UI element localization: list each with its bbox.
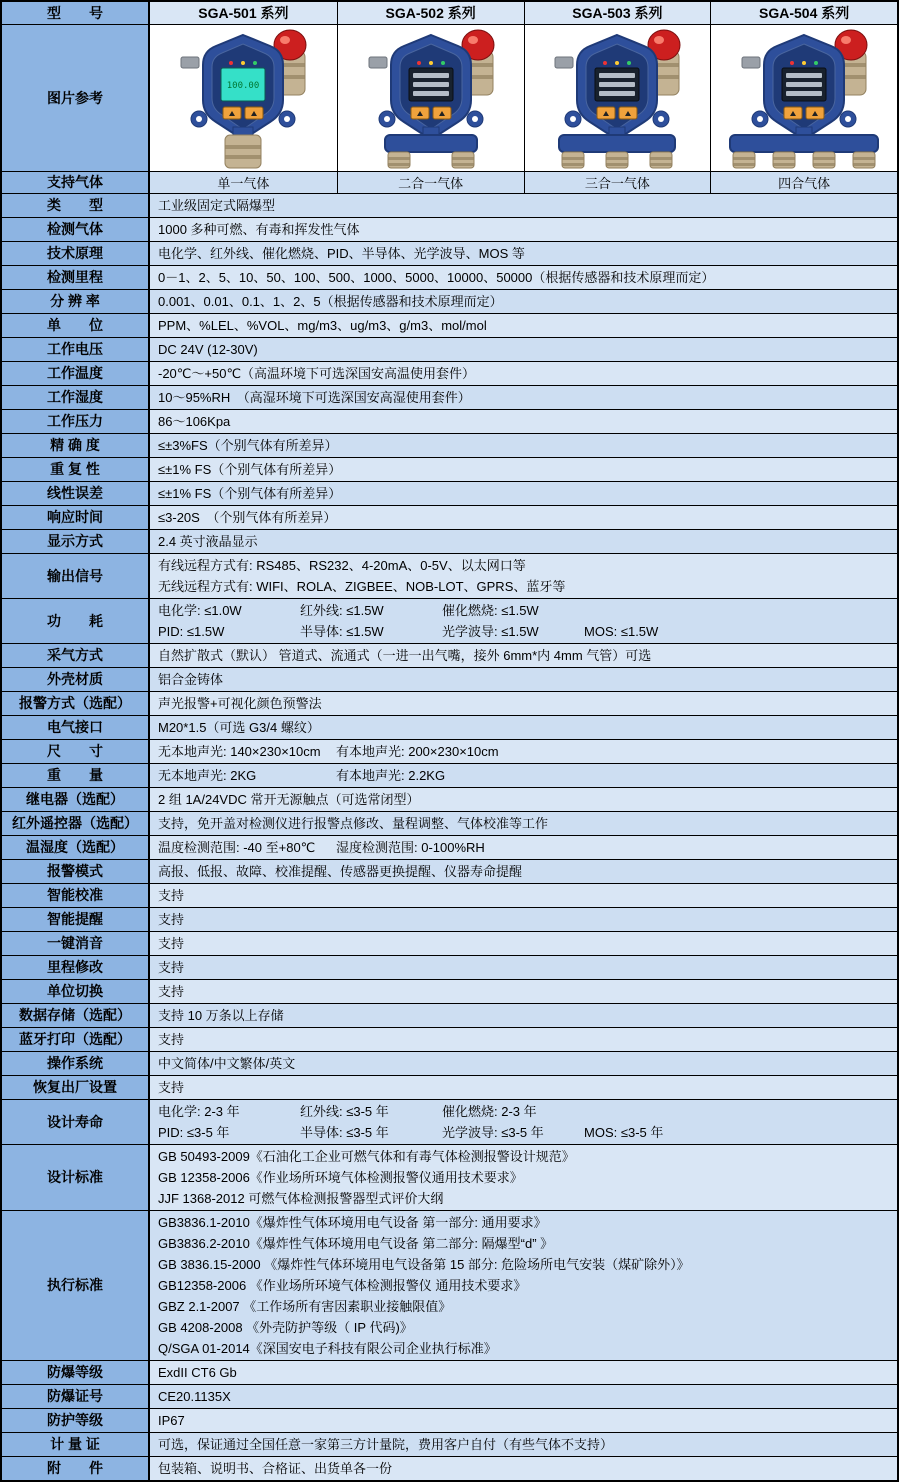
spec-value-text: GB12358-2006 《作业场所环境气体检测报警仪 通用技术要求》 [158, 1278, 527, 1293]
device-photo-sga-503 [524, 25, 711, 171]
spec-row [2, 482, 897, 506]
supported-gas-row [2, 172, 897, 194]
spec-value-text: ExdII CT6 Gb [158, 1365, 237, 1380]
spec-row [2, 1409, 897, 1433]
spec-value-line [158, 933, 893, 954]
spec-row [2, 266, 897, 290]
spec-label: 工作温度 [2, 362, 150, 385]
gas-detector-device-icon [153, 25, 333, 171]
spec-value [150, 692, 897, 715]
gas-detector-device-icon [714, 25, 894, 171]
spec-label: 线性误差 [2, 482, 150, 505]
spec-row [2, 836, 897, 860]
spec-label: 尺 寸 [2, 740, 150, 763]
spec-value-text: 无线远程方式有: WIFI、ROLA、ZIGBEE、NOB-LOT、GPRS、蓝牙等 [158, 579, 566, 594]
spec-value-line [158, 600, 893, 621]
spec-value [150, 1433, 897, 1456]
spec-value [150, 482, 897, 505]
image-reference-row [2, 25, 897, 172]
spec-row [2, 1361, 897, 1385]
spec-value-text: 支持 [158, 936, 185, 951]
spec-value-line [158, 1362, 893, 1383]
spec-row [2, 884, 897, 908]
spec-row [2, 860, 897, 884]
spec-row [2, 1100, 897, 1145]
spec-label: 里程修改 [2, 956, 150, 979]
spec-value-text: PID: ≤3-5 年 [158, 1125, 230, 1140]
spec-value-text: 支持 [158, 960, 185, 975]
spec-label: 响应时间 [2, 506, 150, 529]
spec-value [150, 956, 897, 979]
spec-value-line [158, 291, 893, 312]
spec-label: 一键消音 [2, 932, 150, 955]
spec-value-text: 支持 [158, 888, 185, 903]
spec-value-line [158, 1167, 893, 1188]
spec-value-line [158, 717, 893, 738]
spec-value [150, 812, 897, 835]
spec-label: 工作电压 [2, 338, 150, 361]
spec-value [150, 314, 897, 337]
spec-row [2, 644, 897, 668]
spec-value-text: 半导体: ≤1.5W [300, 624, 384, 639]
spec-value [150, 338, 897, 361]
spec-value [150, 980, 897, 1003]
spec-value-text: MOS: ≤1.5W [584, 624, 659, 639]
spec-value-line [158, 1338, 893, 1359]
spec-label: 采气方式 [2, 644, 150, 667]
spec-value-line [158, 1122, 893, 1143]
spec-value-text: 红外线: ≤1.5W [300, 603, 384, 618]
spec-value-line [158, 1296, 893, 1317]
spec-value-line [158, 885, 893, 906]
spec-row [2, 1004, 897, 1028]
spec-row [2, 764, 897, 788]
spec-value-line [158, 1254, 893, 1275]
image-row-label: 图片参考 [2, 25, 150, 171]
spec-label: 显示方式 [2, 530, 150, 553]
spec-row [2, 908, 897, 932]
device-photo-sga-504 [710, 25, 897, 171]
spec-label: 计 量 证 [2, 1433, 150, 1456]
device-photo-sga-502 [337, 25, 524, 171]
spec-label: 检测里程 [2, 266, 150, 289]
spec-value-text: 支持，免开盖对检测仪进行报警点修改、量程调整、气体校准等工作 [158, 816, 549, 831]
spec-value-text: 10～95%RH （高湿环境下可选深国安高湿使用套件） [158, 390, 471, 405]
spec-rows-container [2, 194, 897, 1480]
spec-value-line [158, 909, 893, 930]
spec-value-text: -20℃～+50℃（高温环境下可选深国安高温使用套件） [158, 366, 476, 381]
spec-value-line [158, 555, 893, 576]
spec-value-text: JJF 1368-2012 可燃气体检测报警器型式评价大纲 [158, 1191, 444, 1206]
spec-value-line [158, 1077, 893, 1098]
spec-label: 精 确 度 [2, 434, 150, 457]
spec-row [2, 956, 897, 980]
spec-row [2, 410, 897, 434]
spec-value-text: 支持 [158, 1032, 185, 1047]
spec-value-text: 电化学: ≤1.0W [158, 603, 242, 618]
spec-value-line [158, 507, 893, 528]
spec-label: 蓝牙打印（选配） [2, 1028, 150, 1051]
spec-row [2, 386, 897, 410]
spec-value-text: 支持 [158, 912, 185, 927]
spec-value-text: 光学波导: ≤1.5W [442, 624, 539, 639]
spec-value-text: ≤±1% FS（个别气体有所差异） [158, 486, 342, 501]
spec-value-text: 催化燃烧: ≤1.5W [442, 603, 539, 618]
spec-label: 防爆证号 [2, 1385, 150, 1408]
spec-value-text: 支持 [158, 984, 185, 999]
model-header-row [2, 2, 897, 25]
spec-row [2, 554, 897, 599]
spec-row [2, 242, 897, 266]
spec-value-line [158, 741, 893, 762]
spec-value-line [158, 195, 893, 216]
spec-label: 类 型 [2, 194, 150, 217]
model-header-1: SGA-501 系列 [150, 2, 337, 24]
spec-value-line [158, 693, 893, 714]
svg-text:100.00: 100.00 [227, 80, 260, 91]
spec-value-line [158, 339, 893, 360]
spec-value-line [158, 411, 893, 432]
spec-value-line [158, 1212, 893, 1233]
spec-label: 红外遥控器（选配） [2, 812, 150, 835]
spec-value-text: 86～106Kpa [158, 414, 231, 429]
spec-value [150, 410, 897, 433]
spec-label: 数据存储（选配） [2, 1004, 150, 1027]
spec-label: 检测气体 [2, 218, 150, 241]
spec-value-text: 有本地声光: 200×230×10cm [336, 744, 499, 759]
spec-label: 继电器（选配） [2, 788, 150, 811]
spec-value-line [158, 1005, 893, 1026]
spec-value [150, 1076, 897, 1099]
spec-label: 报警模式 [2, 860, 150, 883]
spec-value-text: Q/SGA 01-2014《深国安电子科技有限公司企业执行标准》 [158, 1341, 497, 1356]
spec-value-text: GB3836.2-2010《爆炸性气体环境用电气设备 第二部分: 隔爆型“d” 》 [158, 1236, 554, 1251]
spec-value [150, 218, 897, 241]
spec-label: 防护等级 [2, 1409, 150, 1432]
spec-row [2, 458, 897, 482]
spec-value-line [158, 1233, 893, 1254]
spec-value-text: 催化燃烧: 2-3 年 [442, 1104, 537, 1119]
spec-value [150, 506, 897, 529]
spec-value-text: 有本地声光: 2.2KG [336, 768, 446, 783]
spec-value [150, 1145, 897, 1210]
spec-value [150, 716, 897, 739]
spec-value-text: PID: ≤1.5W [158, 624, 225, 639]
spec-value-text: GB 50493-2009《石油化工企业可燃气体和有毒气体检测报警设计规范》 [158, 1149, 575, 1164]
spec-label: 单位切换 [2, 980, 150, 1003]
spec-row [2, 338, 897, 362]
spec-value-text: ≤±1% FS（个别气体有所差异） [158, 462, 342, 477]
spec-value-line [158, 459, 893, 480]
spec-value [150, 764, 897, 787]
spec-value-line [158, 1188, 893, 1209]
spec-row [2, 599, 897, 644]
spec-value-line [158, 267, 893, 288]
spec-row [2, 290, 897, 314]
spec-row [2, 1457, 897, 1480]
spec-value-text: GB 3836.15-2000 《爆炸性气体环境用电气设备第 15 部分: 危险场所电气安装（煤矿除外）》 [158, 1257, 690, 1272]
spec-value [150, 458, 897, 481]
spec-row [2, 1145, 897, 1211]
spec-value-text: 自然扩散式（默认） 管道式、流通式（一进一出气嘴，接外 6mm*内 4mm 气管）可选 [158, 648, 652, 663]
spec-value-line [158, 1053, 893, 1074]
spec-value [150, 1004, 897, 1027]
spec-value-line [158, 1410, 893, 1431]
spec-value-text: GB 4208-2008 《外壳防护等级（ IP 代码)》 [158, 1320, 413, 1335]
spec-value-text: 支持 10 万条以上存储 [158, 1008, 284, 1023]
spec-label: 附 件 [2, 1457, 150, 1480]
spec-value [150, 908, 897, 931]
spec-row [2, 506, 897, 530]
spec-value-text: IP67 [158, 1413, 185, 1428]
spec-value-line [158, 981, 893, 1002]
spec-label: 执行标准 [2, 1211, 150, 1360]
spec-value [150, 1457, 897, 1480]
spec-value [150, 362, 897, 385]
spec-value [150, 242, 897, 265]
supported-gas-value-4: 四合气体 [710, 172, 897, 193]
spec-row [2, 218, 897, 242]
spec-value-text: 半导体: ≤3-5 年 [300, 1125, 389, 1140]
spec-value [150, 1028, 897, 1051]
spec-row [2, 692, 897, 716]
spec-row [2, 1076, 897, 1100]
spec-label: 重 复 性 [2, 458, 150, 481]
spec-value-text: 湿度检测范围: 0-100%RH [336, 840, 485, 855]
spec-value [150, 266, 897, 289]
spec-row [2, 668, 897, 692]
spec-value [150, 386, 897, 409]
spec-label: 温湿度（选配） [2, 836, 150, 859]
spec-value-line [158, 483, 893, 504]
gas-row-label: 支持气体 [2, 172, 150, 193]
spec-value-text: 可选，保证通过全国任意一家第三方计量院，费用客户自付（有些气体不支持） [158, 1437, 614, 1452]
spec-value-line [158, 1101, 893, 1122]
spec-value [150, 884, 897, 907]
spec-label: 防爆等级 [2, 1361, 150, 1384]
spec-value-line [158, 789, 893, 810]
spec-value-line [158, 1458, 893, 1479]
spec-value-line [158, 957, 893, 978]
spec-value-line [158, 669, 893, 690]
spec-value [150, 1052, 897, 1075]
spec-label: 重 量 [2, 764, 150, 787]
spec-value-line [158, 1317, 893, 1338]
spec-value-line [158, 813, 893, 834]
gas-detector-device-icon [527, 25, 707, 171]
spec-value [150, 530, 897, 553]
spec-value-text: GB 12358-2006《作业场所环境气体检测报警仪通用技术要求》 [158, 1170, 523, 1185]
spec-value-line [158, 861, 893, 882]
spec-value-text: 2.4 英寸液晶显示 [158, 534, 258, 549]
spec-label: 单 位 [2, 314, 150, 337]
supported-gas-value-3: 三合一气体 [524, 172, 711, 193]
spec-value-text: 温度检测范围: -40 至+80℃ [158, 840, 316, 855]
spec-value-line [158, 837, 893, 858]
spec-value [150, 599, 897, 643]
model-header-label: 型 号 [2, 2, 150, 24]
spec-row [2, 434, 897, 458]
spec-value-text: 高报、低报、故障、校准提醒、传感器更换提醒、仪器寿命提醒 [158, 864, 523, 879]
spec-value-text: 支持 [158, 1080, 185, 1095]
spec-row [2, 530, 897, 554]
spec-row [2, 1211, 897, 1361]
spec-row [2, 740, 897, 764]
spec-value-line [158, 387, 893, 408]
spec-value-text: MOS: ≤3-5 年 [584, 1125, 664, 1140]
spec-value-line [158, 219, 893, 240]
spec-value [150, 194, 897, 217]
spec-label: 外壳材质 [2, 668, 150, 691]
spec-value-line [158, 243, 893, 264]
spec-row [2, 1052, 897, 1076]
spec-row [2, 980, 897, 1004]
spec-value-text: ≤±3%FS（个别气体有所差异） [158, 438, 338, 453]
spec-value-text: PPM、%LEL、%VOL、mg/m3、ug/m3、g/m3、mol/mol [158, 318, 487, 333]
spec-label: 报警方式（选配） [2, 692, 150, 715]
spec-value-text: ≤3-20S （个别气体有所差异） [158, 510, 337, 525]
spec-value-text: 2 组 1A/24VDC 常开无源触点（可选常闭型） [158, 792, 420, 807]
spec-value-text: 工业级固定式隔爆型 [158, 198, 276, 213]
spec-label: 智能提醒 [2, 908, 150, 931]
spec-value [150, 860, 897, 883]
model-header-4: SGA-504 系列 [710, 2, 897, 24]
spec-value-text: 中文简体/中文繁体/英文 [158, 1056, 296, 1071]
spec-value-text: GBZ 2.1-2007 《工作场所有害因素职业接触限值》 [158, 1299, 452, 1314]
spec-value-text: GB3836.1-2010《爆炸性气体环境用电气设备 第一部分: 通用要求》 [158, 1215, 547, 1230]
model-header-2: SGA-502 系列 [337, 2, 524, 24]
spec-row [2, 932, 897, 956]
spec-value-text: 光学波导: ≤3-5 年 [442, 1125, 544, 1140]
spec-label: 设计寿命 [2, 1100, 150, 1144]
supported-gas-value-2: 二合一气体 [337, 172, 524, 193]
spec-label: 电气接口 [2, 716, 150, 739]
spec-value-line [158, 363, 893, 384]
spec-value-text: 有线远程方式有: RS485、RS232、4-20mA、0-5V、以太网口等 [158, 558, 526, 573]
spec-row [2, 1385, 897, 1409]
spec-label: 输出信号 [2, 554, 150, 598]
spec-value [150, 644, 897, 667]
spec-value [150, 1361, 897, 1384]
spec-row [2, 314, 897, 338]
spec-value-text: 0.001、0.01、0.1、1、2、5（根据传感器和技术原理而定） [158, 294, 503, 309]
spec-row [2, 812, 897, 836]
spec-value [150, 836, 897, 859]
spec-value-text: 包装箱、说明书、合格证、出货单各一份 [158, 1461, 393, 1476]
spec-value-line [158, 1146, 893, 1167]
spec-label: 分 辨 率 [2, 290, 150, 313]
spec-value-line [158, 531, 893, 552]
spec-label: 功 耗 [2, 599, 150, 643]
spec-row [2, 788, 897, 812]
spec-value-text: 红外线: ≤3-5 年 [300, 1104, 389, 1119]
spec-value-text: 声光报警+可视化颜色预警法 [158, 696, 322, 711]
spec-value-text: 电化学、红外线、催化燃烧、PID、半导体、光学波导、MOS 等 [158, 246, 525, 261]
spec-value-text: 无本地声光: 140×230×10cm [158, 744, 321, 759]
spec-value-line [158, 315, 893, 336]
device-photo-sga-501 [150, 25, 337, 171]
spec-value [150, 788, 897, 811]
spec-label: 技术原理 [2, 242, 150, 265]
spec-row [2, 1028, 897, 1052]
spec-value-line [158, 1275, 893, 1296]
spec-value-line [158, 576, 893, 597]
spec-label: 工作压力 [2, 410, 150, 433]
spec-value [150, 1211, 897, 1360]
spec-value-line [158, 1029, 893, 1050]
spec-value [150, 554, 897, 598]
spec-value-line [158, 621, 893, 642]
spec-value [150, 932, 897, 955]
spec-value-text: DC 24V (12-30V) [158, 342, 258, 357]
spec-value-line [158, 1386, 893, 1407]
spec-label: 设计标准 [2, 1145, 150, 1210]
spec-value [150, 290, 897, 313]
model-header-3: SGA-503 系列 [524, 2, 711, 24]
spec-value-line [158, 645, 893, 666]
spec-value-text: 无本地声光: 2KG [158, 768, 257, 783]
spec-row [2, 716, 897, 740]
spec-label: 智能校准 [2, 884, 150, 907]
spec-row [2, 194, 897, 218]
spec-value-text: CE20.1135X [158, 1389, 231, 1404]
gas-detector-device-icon [341, 25, 521, 171]
spec-value [150, 1409, 897, 1432]
spec-value [150, 434, 897, 457]
spec-label: 恢复出厂设置 [2, 1076, 150, 1099]
spec-value [150, 1385, 897, 1408]
spec-value-text: 1000 多种可燃、有毒和挥发性气体 [158, 222, 360, 237]
spec-value [150, 1100, 897, 1144]
spec-value-text: 0－1、2、5、10、50、100、500、1000、5000、10000、50000（根据传感器和技术原理而定） [158, 270, 715, 285]
supported-gas-value-1: 单一气体 [150, 172, 337, 193]
spec-value [150, 668, 897, 691]
spec-row [2, 362, 897, 386]
spec-value-text: 电化学: 2-3 年 [158, 1104, 240, 1119]
spec-label: 操作系统 [2, 1052, 150, 1075]
spec-value-line [158, 765, 893, 786]
spec-label: 工作湿度 [2, 386, 150, 409]
spec-value-line [158, 435, 893, 456]
spec-value-line [158, 1434, 893, 1455]
spec-value-text: M20*1.5（可选 G3/4 螺纹） [158, 720, 320, 735]
spec-row [2, 1433, 897, 1457]
spec-value-text: 铝合金铸体 [158, 672, 224, 687]
spec-value [150, 740, 897, 763]
